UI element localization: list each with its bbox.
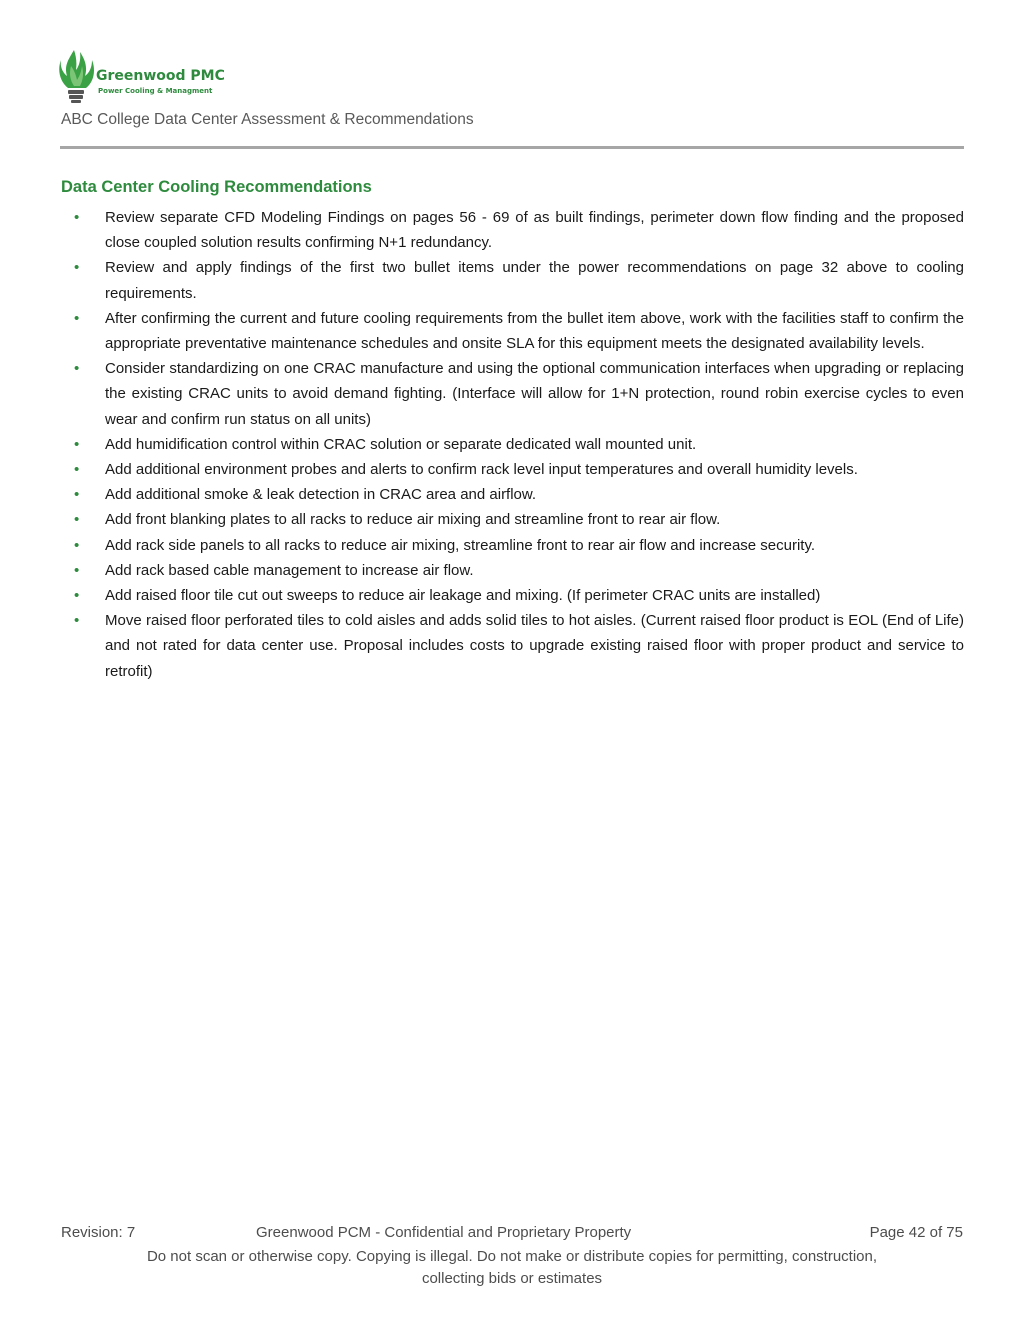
copy-notice-line-2: collecting bids or estimates [421, 1270, 603, 1287]
bullet-icon: • [74, 587, 80, 605]
page-footer [61, 1224, 963, 1244]
company-logo [58, 46, 238, 108]
header-divider [60, 146, 964, 149]
list-item-text: Add additional environment probes and alerts to confirm rack level input temperatures and overall humidity levels. [105, 461, 858, 479]
bullet-icon: • [74, 612, 80, 630]
list-item [61, 432, 964, 457]
bullet-icon: • [74, 561, 80, 579]
copy-notice [70, 1246, 954, 1290]
list-item-text: Consider standardizing on one CRAC manufacture and using the optional communication interfaces when upgrading or replacing the existing CRAC units to avoid demand fighting. (Interface will allow for 1+N protection, round robin exercise cycles to even wear and confirm run status on all units) [105, 360, 964, 428]
list-item [61, 533, 964, 558]
list-item-text: Add front blanking plates to all racks to reduce air mixing and streamline front to rear air flow. [105, 511, 721, 529]
copy-notice-line-1: Do not scan or otherwise copy. Copying is illegal. Do not make or distribute copies for permitting, construction, [146, 1248, 878, 1265]
list-item-text: Add humidification control within CRAC solution or separate dedicated wall mounted unit. [105, 435, 697, 453]
page-number: Page 42 of 75 [869, 1224, 963, 1241]
logo-tagline: Power Cooling & Managment [98, 87, 213, 95]
list-item-text: Add rack based cable management to increase air flow. [105, 561, 474, 579]
list-item-text: Add rack side panels to all racks to reduce air mixing, streamline front to rear air flow and increase security. [105, 536, 816, 554]
bullet-icon: • [74, 360, 80, 378]
list-item-text: Move raised floor perforated tiles to cold aisles and adds solid tiles to hot aisles. (Current raised floor product is EOL (End of Life) and not rated for data center use. Proposal includes costs to upgrade existing raised floor with proper product and service to retrofit) [105, 612, 964, 680]
list-item [61, 583, 964, 608]
section-title: Data Center Cooling Recommendations [61, 178, 372, 196]
document-title: ABC College Data Center Assessment & Recommendations [61, 111, 474, 128]
bullet-icon: • [74, 511, 80, 529]
list-item [61, 507, 964, 532]
list-item-text: Add raised floor tile cut out sweeps to reduce air leakage and mixing. (If perimeter CRAC units are installed) [105, 587, 821, 605]
bullet-icon: • [74, 259, 80, 277]
list-item [61, 306, 964, 356]
list-item [61, 457, 964, 482]
flame-bulb-icon [59, 50, 94, 103]
logo-brand-name: Greenwood PMC [96, 68, 225, 84]
list-item [61, 356, 964, 432]
list-item-text: Review separate CFD Modeling Findings on pages 56 - 69 of as built findings, perimeter down flow finding and the proposed close coupled solution results confirming N+1 redundancy. [105, 209, 964, 252]
bullet-icon: • [74, 486, 80, 504]
list-item [61, 558, 964, 583]
recommendations-list [61, 205, 964, 684]
bullet-icon: • [74, 536, 80, 554]
list-item-text: Review and apply findings of the first two bullet items under the power recommendations on page 32 above to cooling requirements. [105, 259, 964, 302]
list-item [61, 608, 964, 684]
bullet-icon: • [74, 435, 80, 453]
bullet-icon: • [74, 309, 80, 327]
bullet-icon: • [74, 209, 80, 226]
list-item [61, 482, 964, 507]
list-item-text: After confirming the current and future cooling requirements from the bullet item above, work with the facilities staff to confirm the appropriate preventative maintenance schedules and onsite SLA for this equipment meets the designated availability levels. [105, 309, 964, 353]
confidential-notice: Greenwood PCM - Confidential and Proprietary Property [256, 1224, 632, 1241]
list-item-text: Add additional smoke & leak detection in CRAC area and airflow. [105, 486, 537, 504]
bullet-icon: • [74, 461, 80, 479]
list-item [61, 255, 964, 305]
list-item [61, 205, 964, 255]
revision-label: Revision: 7 [61, 1224, 136, 1241]
